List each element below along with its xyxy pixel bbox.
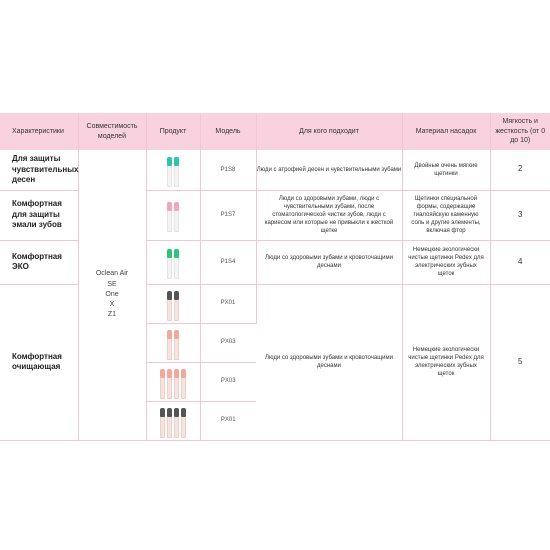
brush-neck — [167, 339, 172, 360]
brush-head-icon — [167, 408, 172, 438]
suitable-for-text: Люди со здоровыми зубами и кровоточащими деснами — [256, 284, 402, 440]
softness-value: 5 — [490, 284, 550, 440]
compat-model: Z1 — [107, 310, 117, 318]
compat-model: Oclean Air — [95, 270, 129, 278]
model-code: PX01 — [200, 284, 256, 323]
bristle-tuft — [160, 408, 165, 417]
brush-head-icon — [167, 202, 172, 232]
brush-head-image — [147, 287, 200, 321]
suitable-for-text: Люди с атрофией десен и чувствительными зубами — [256, 150, 402, 190]
product-image-cell — [146, 284, 200, 323]
material-text: Немецкие экологически чистые щетинки Pedex для электрических зубных щеток — [402, 240, 490, 284]
brush-head-icon — [181, 369, 186, 399]
brush-heads-comparison-table — [0, 113, 550, 441]
brush-head-icon — [167, 157, 172, 187]
material-text: Немецкие экологически чистые щетинки Pedex для электрических зубных щеток — [402, 284, 490, 440]
brush-head-icon — [167, 369, 172, 399]
brush-head-icon — [174, 291, 179, 321]
brush-neck — [167, 417, 172, 438]
header-material: Материал насадок — [402, 113, 490, 150]
header-suitable-for: Для кого подходит — [256, 113, 402, 150]
brush-neck — [174, 417, 179, 438]
table-row — [0, 150, 550, 190]
brush-neck — [174, 211, 179, 232]
brush-head-icon — [174, 202, 179, 232]
brush-neck — [167, 300, 172, 321]
row-characteristic: Комфортная очищающая — [0, 284, 78, 440]
compat-model: X — [109, 300, 115, 308]
brush-head-icon — [160, 408, 165, 438]
brush-neck — [167, 211, 172, 232]
brush-head-icon — [174, 369, 179, 399]
brush-head-icon — [174, 157, 179, 187]
bristle-tuft — [167, 330, 172, 339]
bristle-tuft — [174, 249, 179, 258]
softness-value: 2 — [490, 150, 550, 190]
suitable-for-text: Люди со здоровыми зубами, люди с чувствительными зубами, после стоматологической чистки зубов, люди с кариесом или которые не привыкли к жесткой щетке — [256, 190, 402, 240]
brush-head-image — [147, 153, 200, 187]
model-code: PX01 — [200, 401, 256, 440]
header-softness: Мягкость и жесткость (от 0 до 10) — [490, 113, 550, 150]
brush-neck — [167, 258, 172, 279]
brush-neck — [181, 417, 186, 438]
compatibility-cell — [78, 150, 146, 440]
model-code: PX03 — [200, 323, 256, 362]
bristle-tuft — [160, 369, 165, 378]
header-model: Модель — [200, 113, 256, 150]
bristle-tuft — [181, 408, 186, 417]
brush-neck — [181, 378, 186, 399]
brush-head-icon — [167, 291, 172, 321]
brush-head-image — [147, 326, 200, 360]
brush-neck — [160, 417, 165, 438]
brush-neck — [174, 300, 179, 321]
model-code: P1S7 — [200, 190, 256, 240]
product-image-cell — [146, 401, 200, 440]
bristle-tuft — [167, 202, 172, 211]
brush-head-image — [147, 245, 200, 279]
row-characteristic: Комфортная для защиты эмали зубов — [0, 190, 78, 240]
bristle-tuft — [174, 330, 179, 339]
brush-head-icon — [181, 408, 186, 438]
brush-head-image — [147, 198, 200, 232]
softness-value: 4 — [490, 240, 550, 284]
model-code: P1S8 — [200, 150, 256, 190]
brush-head-image — [147, 365, 200, 399]
brush-head-icon — [167, 330, 172, 360]
brush-neck — [167, 166, 172, 187]
brush-head-icon — [174, 408, 179, 438]
product-image-cell — [146, 323, 200, 362]
bristle-tuft — [181, 369, 186, 378]
row-characteristic: Комфортная ЭКО — [0, 240, 78, 284]
model-code: PX03 — [200, 362, 256, 401]
bristle-tuft — [174, 291, 179, 300]
product-image-cell — [146, 362, 200, 401]
bristle-tuft — [167, 408, 172, 417]
brush-head-icon — [167, 249, 172, 279]
product-image-cell — [146, 190, 200, 240]
suitable-for-text: Люди со здоровыми зубами и кровоточащими деснами — [256, 240, 402, 284]
material-text: Двойные очень мягкие щетинки — [402, 150, 490, 190]
header-characteristics: Характеристики — [0, 113, 78, 150]
brush-neck — [167, 378, 172, 399]
bristle-tuft — [174, 157, 179, 166]
bristle-tuft — [167, 369, 172, 378]
brush-head-image — [147, 404, 200, 438]
brush-neck — [174, 378, 179, 399]
bristle-tuft — [167, 291, 172, 300]
material-text: Щетинки специальной формы, содержащие гиалояйскую каменную соль и другие элементы, включая фтор — [402, 190, 490, 240]
brush-neck — [174, 339, 179, 360]
model-code: P1S4 — [200, 240, 256, 284]
bristle-tuft — [174, 369, 179, 378]
compat-model: SE — [107, 280, 117, 288]
brush-head-icon — [160, 369, 165, 399]
brush-head-icon — [174, 330, 179, 360]
brush-head-icon — [174, 249, 179, 279]
header-product: Продукт — [146, 113, 200, 150]
softness-value: 3 — [490, 190, 550, 240]
brush-neck — [174, 258, 179, 279]
bristle-tuft — [174, 408, 179, 417]
brush-neck — [160, 378, 165, 399]
product-image-cell — [146, 240, 200, 284]
header-compatibility: Совместимость моделей — [78, 113, 146, 150]
row-characteristic: Для защиты чувствительных десен — [0, 150, 78, 190]
bristle-tuft — [167, 249, 172, 258]
product-image-cell — [146, 150, 200, 190]
table-header-row — [0, 113, 550, 150]
brush-neck — [174, 166, 179, 187]
bristle-tuft — [167, 157, 172, 166]
bristle-tuft — [174, 202, 179, 211]
compat-model: One — [105, 290, 119, 298]
